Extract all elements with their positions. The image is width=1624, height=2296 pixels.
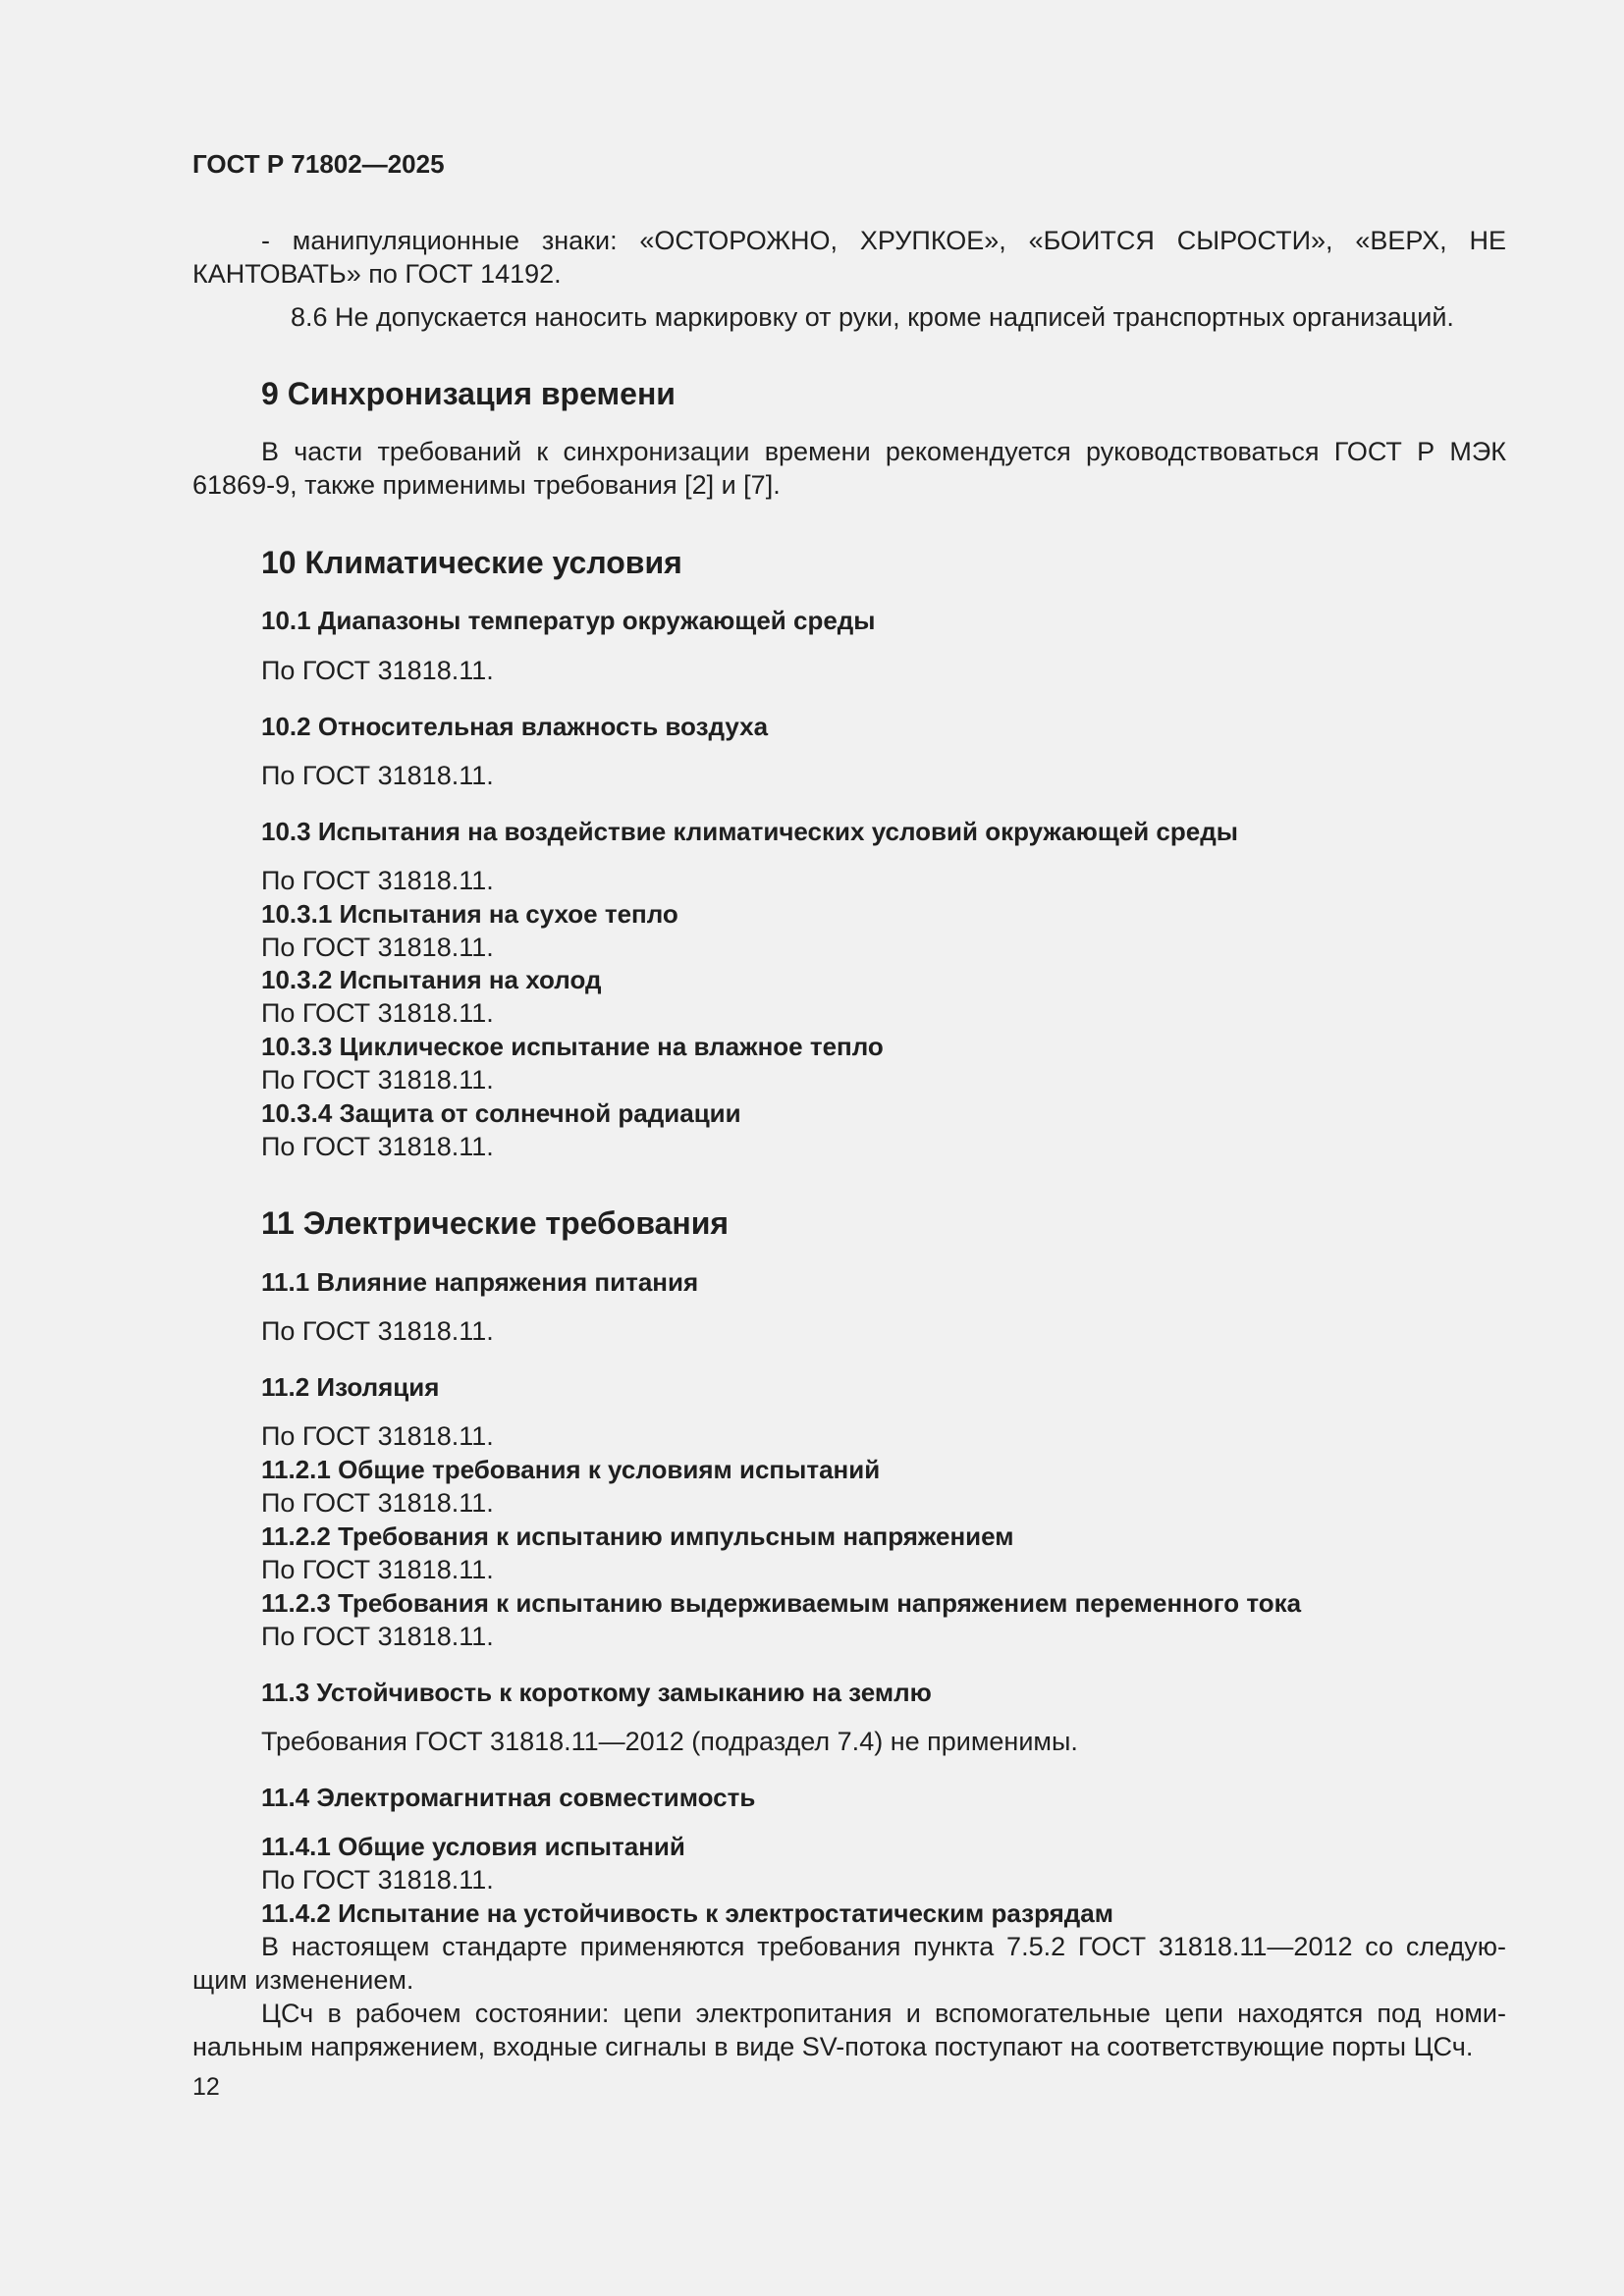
page-number: 12 bbox=[192, 2073, 220, 2101]
clause-11-2-2-text: По ГОСТ 31818.11. bbox=[261, 1555, 494, 1584]
clause-10-3-4-title: 10.3.4 Защита от солнечной радиации bbox=[261, 1098, 741, 1128]
clause-10-3-2-title: 10.3.2 Испытания на холод bbox=[261, 965, 602, 994]
section-9-text: В части требований к синхронизации времени рекомендуется руководствоваться ГОСТ Р МЭК 61869-9, также применимы требования [2] и [7]. bbox=[192, 437, 1506, 500]
subsection-10-3-title: 10.3 Испытания на воздействие климатических условий окружающей среды bbox=[261, 817, 1238, 846]
clause-10-3-3-title: 10.3.3 Циклическое испытание на влажное тепло bbox=[261, 1032, 884, 1061]
clause-10-3-4-text: По ГОСТ 31818.11. bbox=[261, 1132, 494, 1161]
section-10-title: 10 Климатические условия bbox=[261, 545, 682, 580]
clause-8-6: 8.6 Не допускается наносить маркировку от руки, кроме надписей транспортных организаций. bbox=[291, 302, 1454, 332]
clause-10-3-3-text: По ГОСТ 31818.11. bbox=[261, 1065, 494, 1095]
subsection-10-3-text: По ГОСТ 31818.11. bbox=[261, 866, 494, 895]
clause-11-2-1-title: 11.2.1 Общие требования к условиям испытаний bbox=[261, 1455, 881, 1484]
clause-11-4-2-paragraph-1: В настоящем стандарте применяются требования пункта 7.5.2 ГОСТ 31818.11—2012 со следую-щим изменением. bbox=[192, 1932, 1506, 1995]
section-9-title: 9 Синхронизация времени bbox=[261, 376, 676, 411]
clause-11-4-2-paragraph-2: ЦСч в рабочем состоянии: цепи электропитания и вспомогательные цепи находятся под номи-нальным напряжением, входные сигналы в виде SV-потока поступают на соответствующие порты ЦСч. bbox=[192, 1999, 1506, 2061]
subsection-11-3-title: 11.3 Устойчивость к короткому замыканию на землю bbox=[261, 1678, 932, 1707]
clause-11-4-2-title: 11.4.2 Испытание на устойчивость к электростатическим разрядам bbox=[261, 1898, 1114, 1928]
clause-10-3-2-text: По ГОСТ 31818.11. bbox=[261, 998, 494, 1028]
subsection-11-2-text: По ГОСТ 31818.11. bbox=[261, 1421, 494, 1451]
subsection-11-1-title: 11.1 Влияние напряжения питания bbox=[261, 1267, 699, 1297]
clause-11-4-1-title: 11.4.1 Общие условия испытаний bbox=[261, 1832, 685, 1861]
subsection-11-1-text: По ГОСТ 31818.11. bbox=[261, 1316, 494, 1346]
clause-11-2-3-title: 11.2.3 Требования к испытанию выдерживаемым напряжением переменного тока bbox=[261, 1588, 1302, 1618]
clause-11-2-1-text: По ГОСТ 31818.11. bbox=[261, 1488, 494, 1518]
subsection-11-4-title: 11.4 Электромагнитная совместимость bbox=[261, 1783, 756, 1812]
clause-11-2-2-title: 11.2.2 Требования к испытанию импульсным напряжением bbox=[261, 1522, 1014, 1551]
subsection-10-2-title: 10.2 Относительная влажность воздуха bbox=[261, 712, 769, 741]
clause-10-3-1-title: 10.3.1 Испытания на сухое тепло bbox=[261, 899, 678, 929]
subsection-11-2-title: 11.2 Изоляция bbox=[261, 1372, 440, 1402]
document-code-header: ГОСТ Р 71802—2025 bbox=[192, 149, 445, 179]
section-11-title: 11 Электрические требования bbox=[261, 1205, 730, 1241]
subsection-10-2-text: По ГОСТ 31818.11. bbox=[261, 761, 494, 790]
subsection-11-3-text: Требования ГОСТ 31818.11—2012 (подраздел 7.4) не применимы. bbox=[261, 1727, 1078, 1756]
subsection-10-1-text: По ГОСТ 31818.11. bbox=[261, 656, 494, 685]
clause-11-2-3-text: По ГОСТ 31818.11. bbox=[261, 1622, 494, 1651]
subsection-10-1-title: 10.1 Диапазоны температур окружающей среды bbox=[261, 606, 876, 635]
clause-11-4-1-text: По ГОСТ 31818.11. bbox=[261, 1865, 494, 1895]
marking-bullet-paragraph: - манипуляционные знаки: «ОСТОРОЖНО, ХРУПКОЕ», «БОИТСЯ СЫРОСТИ», «ВЕРХ, НЕ КАНТОВАТЬ» по ГОСТ 14192. bbox=[192, 226, 1506, 289]
clause-10-3-1-text: По ГОСТ 31818.11. bbox=[261, 933, 494, 962]
